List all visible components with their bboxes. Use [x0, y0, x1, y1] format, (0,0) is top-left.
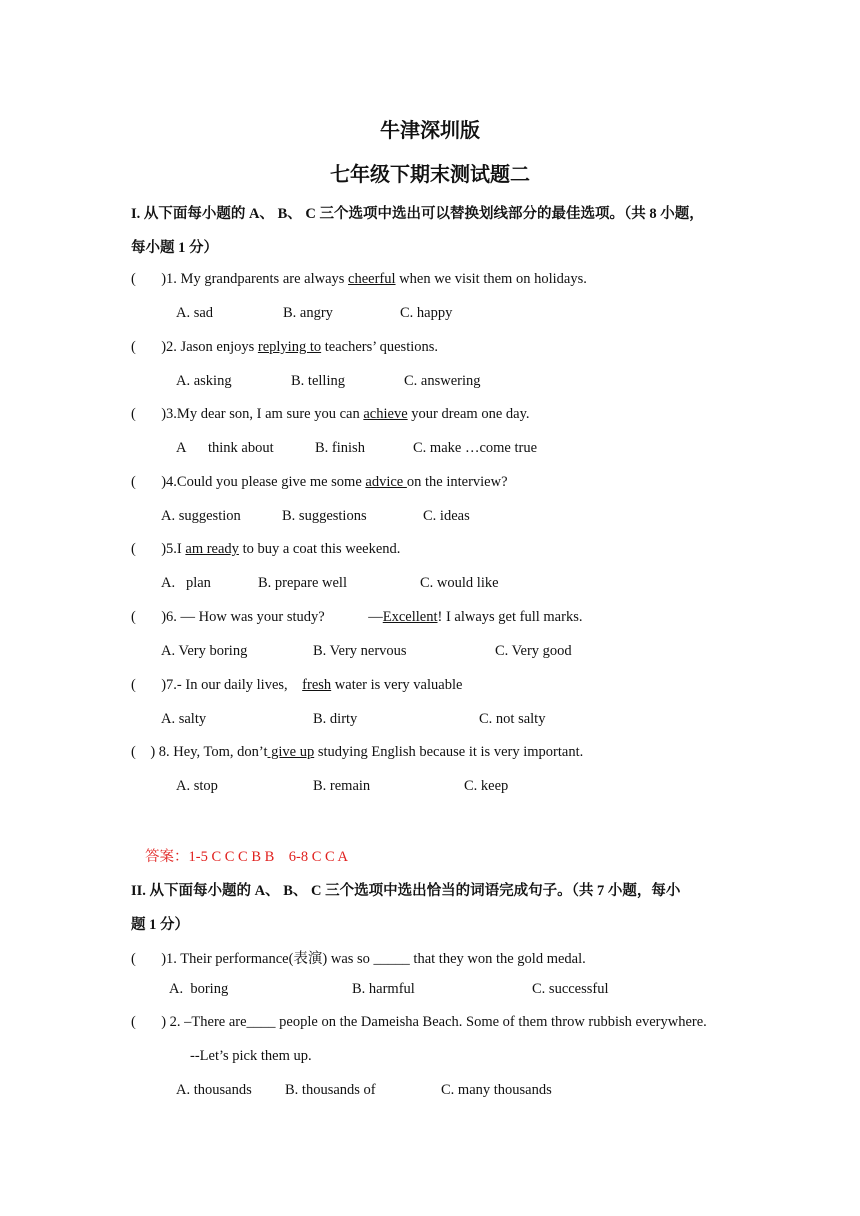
- question-2: ( )2. Jason enjoys replying to teachers’ questions.: [131, 339, 439, 355]
- answer-blank: ( ): [131, 474, 167, 490]
- answer-key: 答案：1-5 C C C B B 6-8 C C A: [145, 849, 349, 865]
- question-4: ( )4.Could you please give me some advice on the interview?: [131, 474, 508, 490]
- answer-blank: ( ): [131, 339, 167, 355]
- underlined-term: cheerful: [348, 271, 396, 287]
- option-b: B. angry: [283, 305, 333, 321]
- answer-blank: ( ): [131, 271, 167, 287]
- option-b: B. suggestions: [282, 508, 367, 524]
- question-8: ( ) 8. Hey, Tom, don’t give up studying English because it is very important.: [131, 744, 584, 760]
- option-a: A. asking: [176, 373, 232, 389]
- section2-heading-line1: II. 从下面每小题的 A、 B、 C 三个选项中选出恰当的词语完成句子。（共 7 小题，每小: [131, 883, 681, 899]
- option-b: B. finish: [315, 440, 365, 456]
- question-1: ( )1. Their performance(表演) was so _____ that they won the gold medal.: [131, 951, 586, 967]
- option-c: C. ideas: [423, 508, 470, 524]
- option-a: A: [176, 440, 187, 456]
- underlined-term: Excellent: [382, 609, 438, 625]
- answer-blank: ( ): [131, 541, 167, 557]
- question-1: ( )1. My grandparents are always cheerful when we visit them on holidays.: [131, 271, 587, 287]
- section2-heading-line2: 题 1 分）: [131, 917, 189, 933]
- option-a: A. sad: [176, 305, 214, 321]
- option-c: C. many thousands: [441, 1082, 552, 1098]
- option-a: A. thousands: [176, 1082, 252, 1098]
- question-2: ( ) 2. –There are____ people on the Dameisha Beach. Some of them throw rubbish everywhere.: [131, 1014, 707, 1030]
- option-b: B. prepare well: [258, 575, 347, 591]
- question-5: ( )5.I am ready to buy a coat this weekend.: [131, 541, 401, 557]
- option-b: B. harmful: [352, 981, 415, 997]
- option-a: A. boring: [169, 981, 229, 997]
- option-a: A. suggestion: [161, 508, 241, 524]
- option-a: A. salty: [161, 711, 207, 727]
- option-c: C. Very good: [495, 643, 572, 659]
- underlined-term: give up: [267, 744, 315, 760]
- underlined-term: fresh: [302, 677, 332, 693]
- underlined-term: achieve: [363, 406, 408, 422]
- question-3: ( )3.My dear son, I am sure you can achieve your dream one day.: [131, 406, 530, 422]
- underlined-term: advice: [365, 474, 407, 490]
- option-c: C. not salty: [479, 711, 546, 727]
- option-b: B. thousands of: [285, 1082, 376, 1098]
- option-a-text: think about: [208, 440, 274, 456]
- option-c: C. successful: [532, 981, 609, 997]
- answer-blank: ( ): [131, 677, 167, 693]
- document-title: 牛津深圳版: [380, 120, 480, 142]
- option-b: B. telling: [291, 373, 345, 389]
- section1-heading-line2: 每小题 1 分）: [131, 240, 218, 256]
- answer-blank: ( ): [131, 1014, 167, 1030]
- answer-blank: ( ): [131, 406, 167, 422]
- answer-blank: ( ): [131, 609, 167, 625]
- question-2-reply: --Let’s pick them up.: [190, 1048, 312, 1064]
- option-a: A. Very boring: [161, 643, 248, 659]
- option-c: C. would like: [420, 575, 499, 591]
- underlined-term: am ready: [185, 541, 239, 557]
- option-c: C. make …come true: [413, 440, 538, 456]
- question-7: ( )7.- In our daily lives, fresh water is very valuable: [131, 677, 463, 693]
- option-a: A. stop: [176, 778, 218, 794]
- underlined-term: replying to: [257, 339, 322, 355]
- option-a: A. plan: [161, 575, 211, 591]
- option-c: C. keep: [464, 778, 509, 794]
- option-c: C. answering: [404, 373, 481, 389]
- question-6: ( )6. — How was your study? —Excellent! I always get full marks.: [131, 609, 583, 625]
- option-c: C. happy: [400, 305, 453, 321]
- section1-heading-line1: I. 从下面每小题的 A、 B、 C 三个选项中选出可以替换划线部分的最佳选项。（共 8 小题，: [131, 206, 704, 222]
- answer-blank: ( ): [131, 951, 167, 967]
- option-b: B. Very nervous: [313, 643, 407, 659]
- document-subtitle: 七年级下期末测试题二: [330, 164, 530, 186]
- option-b: B. remain: [313, 778, 371, 794]
- answer-blank: ( ): [131, 744, 156, 760]
- option-b: B. dirty: [313, 711, 358, 727]
